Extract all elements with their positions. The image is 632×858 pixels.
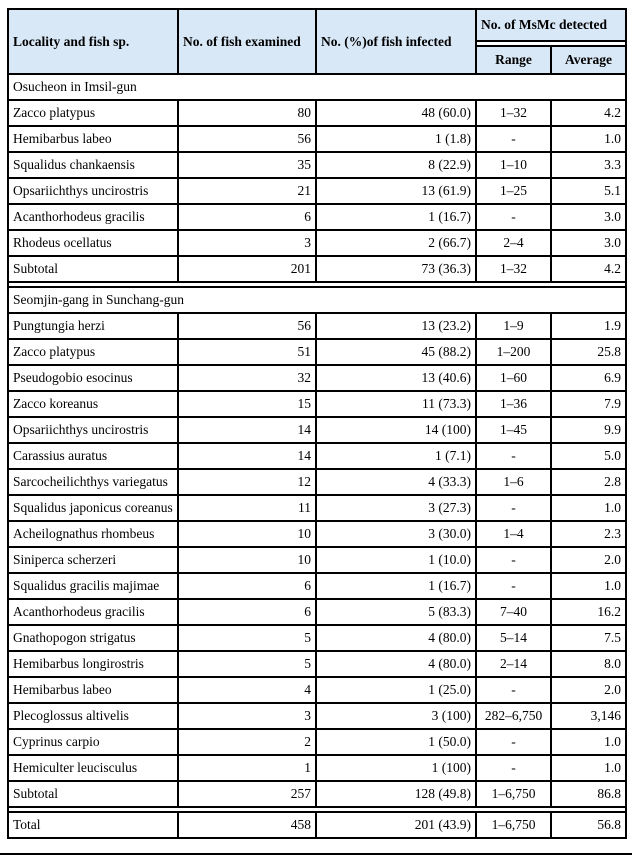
col-header-infected: No. (%)of fish infected xyxy=(316,9,476,74)
average-cell: 5.0 xyxy=(551,443,626,469)
species-row xyxy=(8,469,626,495)
range-cell: - xyxy=(476,495,551,521)
average-cell: 8.0 xyxy=(551,651,626,677)
section-title: Seomjin-gang in Sunchang-gun xyxy=(8,287,626,313)
examined-cell: 2 xyxy=(178,729,316,755)
examined-cell: 15 xyxy=(178,391,316,417)
range-cell: 1–10 xyxy=(476,152,551,178)
average-cell: 1.0 xyxy=(551,126,626,152)
range-cell: - xyxy=(476,677,551,703)
infected-cell: 48 (60.0) xyxy=(316,100,476,126)
species-row xyxy=(8,230,626,256)
col-header-range: Range xyxy=(476,46,551,74)
infected-cell: 4 (80.0) xyxy=(316,651,476,677)
range-cell: - xyxy=(476,443,551,469)
species-cell: Opsariichthys uncirostris xyxy=(8,417,178,443)
average-cell: 1.0 xyxy=(551,755,626,781)
average-cell: 6.9 xyxy=(551,365,626,391)
species-cell: Hemibarbus labeo xyxy=(8,677,178,703)
average-cell: 25.8 xyxy=(551,339,626,365)
infected-cell: 201 (43.9) xyxy=(316,812,476,838)
infected-cell: 3 (100) xyxy=(316,703,476,729)
range-cell: 1–6 xyxy=(476,469,551,495)
species-cell: Gnathopogon strigatus xyxy=(8,625,178,651)
examined-cell: 10 xyxy=(178,521,316,547)
average-cell: 86.8 xyxy=(551,781,626,807)
average-cell: 2.3 xyxy=(551,521,626,547)
species-cell: Hemibarbus labeo xyxy=(8,126,178,152)
species-row xyxy=(8,521,626,547)
infected-cell: 1 (16.7) xyxy=(316,573,476,599)
examined-cell: 6 xyxy=(178,573,316,599)
average-cell: 2.8 xyxy=(551,469,626,495)
infected-cell: 11 (73.3) xyxy=(316,391,476,417)
col-header-msmc-group: No. of MsMc detected xyxy=(476,9,626,41)
average-cell: 1.0 xyxy=(551,573,626,599)
species-cell: Total xyxy=(8,812,178,838)
species-cell: Cyprinus carpio xyxy=(8,729,178,755)
examined-cell: 3 xyxy=(178,703,316,729)
average-cell: 3.0 xyxy=(551,230,626,256)
table-body xyxy=(8,74,626,838)
section-title: Osucheon in Imsil-gun xyxy=(8,74,626,100)
species-cell: Subtotal xyxy=(8,256,178,282)
average-cell: 3,146 xyxy=(551,703,626,729)
average-cell: 1.0 xyxy=(551,495,626,521)
examined-cell: 14 xyxy=(178,417,316,443)
infected-cell: 13 (61.9) xyxy=(316,178,476,204)
total-row xyxy=(8,812,626,838)
infected-cell: 1 (10.0) xyxy=(316,547,476,573)
species-cell: Hemibarbus longirostris xyxy=(8,651,178,677)
range-cell: - xyxy=(476,547,551,573)
species-cell: Rhodeus ocellatus xyxy=(8,230,178,256)
species-cell: Carassius auratus xyxy=(8,443,178,469)
species-cell: Squalidus gracilis majimae xyxy=(8,573,178,599)
examined-cell: 56 xyxy=(178,126,316,152)
infected-cell: 8 (22.9) xyxy=(316,152,476,178)
range-cell: 1–6,750 xyxy=(476,812,551,838)
range-cell: - xyxy=(476,573,551,599)
species-cell: Hemiculter leucisculus xyxy=(8,755,178,781)
infected-cell: 4 (33.3) xyxy=(316,469,476,495)
species-cell: Squalidus chankaensis xyxy=(8,152,178,178)
species-cell: Zacco koreanus xyxy=(8,391,178,417)
range-cell: - xyxy=(476,729,551,755)
species-cell: Opsariichthys uncirostris xyxy=(8,178,178,204)
species-row xyxy=(8,729,626,755)
average-cell: 7.5 xyxy=(551,625,626,651)
species-row xyxy=(8,313,626,339)
col-header-average: Average xyxy=(551,46,626,74)
infected-cell: 13 (40.6) xyxy=(316,365,476,391)
species-cell: Siniperca scherzeri xyxy=(8,547,178,573)
species-row xyxy=(8,339,626,365)
species-row xyxy=(8,677,626,703)
infected-cell: 45 (88.2) xyxy=(316,339,476,365)
range-cell: 1–9 xyxy=(476,313,551,339)
species-cell: Plecoglossus altivelis xyxy=(8,703,178,729)
species-row xyxy=(8,755,626,781)
examined-cell: 80 xyxy=(178,100,316,126)
range-cell: 2–14 xyxy=(476,651,551,677)
infected-cell: 1 (16.7) xyxy=(316,204,476,230)
examined-cell: 4 xyxy=(178,677,316,703)
species-row xyxy=(8,391,626,417)
species-row xyxy=(8,599,626,625)
species-row xyxy=(8,365,626,391)
infected-cell: 14 (100) xyxy=(316,417,476,443)
average-cell: 9.9 xyxy=(551,417,626,443)
examined-cell: 6 xyxy=(178,599,316,625)
examined-cell: 56 xyxy=(178,313,316,339)
species-cell: Sarcocheilichthys variegatus xyxy=(8,469,178,495)
average-cell: 2.0 xyxy=(551,677,626,703)
species-row xyxy=(8,651,626,677)
examined-cell: 11 xyxy=(178,495,316,521)
species-row xyxy=(8,152,626,178)
examined-cell: 35 xyxy=(178,152,316,178)
subtotal-row xyxy=(8,781,626,807)
species-row xyxy=(8,495,626,521)
species-row xyxy=(8,204,626,230)
range-cell: 1–4 xyxy=(476,521,551,547)
species-cell: Squalidus japonicus coreanus xyxy=(8,495,178,521)
species-row xyxy=(8,126,626,152)
species-row xyxy=(8,703,626,729)
range-cell: 5–14 xyxy=(476,625,551,651)
examined-cell: 5 xyxy=(178,625,316,651)
average-cell: 4.2 xyxy=(551,256,626,282)
range-cell: 1–25 xyxy=(476,178,551,204)
species-cell: Acanthorhodeus gracilis xyxy=(8,599,178,625)
infected-cell: 3 (30.0) xyxy=(316,521,476,547)
section-row xyxy=(8,287,626,313)
infected-cell: 1 (7.1) xyxy=(316,443,476,469)
examined-cell: 201 xyxy=(178,256,316,282)
range-cell: 282–6,750 xyxy=(476,703,551,729)
infected-cell: 13 (23.2) xyxy=(316,313,476,339)
range-cell: 1–36 xyxy=(476,391,551,417)
page-bottom-rule xyxy=(0,853,632,855)
infected-cell: 5 (83.3) xyxy=(316,599,476,625)
infected-cell: 2 (66.7) xyxy=(316,230,476,256)
average-cell: 16.2 xyxy=(551,599,626,625)
average-cell: 7.9 xyxy=(551,391,626,417)
range-cell: 7–40 xyxy=(476,599,551,625)
infected-cell: 1 (25.0) xyxy=(316,677,476,703)
examined-cell: 5 xyxy=(178,651,316,677)
infected-cell: 4 (80.0) xyxy=(316,625,476,651)
range-cell: 1–200 xyxy=(476,339,551,365)
average-cell: 2.0 xyxy=(551,547,626,573)
examined-cell: 1 xyxy=(178,755,316,781)
infected-cell: 1 (50.0) xyxy=(316,729,476,755)
examined-cell: 3 xyxy=(178,230,316,256)
range-cell: 1–6,750 xyxy=(476,781,551,807)
average-cell: 56.8 xyxy=(551,812,626,838)
average-cell: 4.2 xyxy=(551,100,626,126)
examined-cell: 12 xyxy=(178,469,316,495)
range-cell: 1–60 xyxy=(476,365,551,391)
examined-cell: 32 xyxy=(178,365,316,391)
fish-infection-table xyxy=(7,8,627,839)
examined-cell: 257 xyxy=(178,781,316,807)
subtotal-row xyxy=(8,256,626,282)
examined-cell: 14 xyxy=(178,443,316,469)
range-cell: 1–45 xyxy=(476,417,551,443)
species-cell: Pseudogobio esocinus xyxy=(8,365,178,391)
range-cell: - xyxy=(476,204,551,230)
col-header-locality: Locality and fish sp. xyxy=(8,9,178,74)
average-cell: 5.1 xyxy=(551,178,626,204)
species-cell: Acanthorhodeus gracilis xyxy=(8,204,178,230)
examined-cell: 458 xyxy=(178,812,316,838)
range-cell: - xyxy=(476,126,551,152)
range-cell: 2–4 xyxy=(476,230,551,256)
infected-cell: 1 (100) xyxy=(316,755,476,781)
species-row xyxy=(8,417,626,443)
examined-cell: 10 xyxy=(178,547,316,573)
examined-cell: 21 xyxy=(178,178,316,204)
species-row xyxy=(8,547,626,573)
species-row xyxy=(8,625,626,651)
range-cell: 1–32 xyxy=(476,256,551,282)
range-cell: - xyxy=(476,755,551,781)
species-cell: Zacco platypus xyxy=(8,339,178,365)
infected-cell: 1 (1.8) xyxy=(316,126,476,152)
range-cell: 1–32 xyxy=(476,100,551,126)
infected-cell: 73 (36.3) xyxy=(316,256,476,282)
species-row xyxy=(8,100,626,126)
examined-cell: 51 xyxy=(178,339,316,365)
average-cell: 1.9 xyxy=(551,313,626,339)
infected-cell: 3 (27.3) xyxy=(316,495,476,521)
species-cell: Acheilognathus rhombeus xyxy=(8,521,178,547)
species-row xyxy=(8,573,626,599)
species-cell: Subtotal xyxy=(8,781,178,807)
species-cell: Pungtungia herzi xyxy=(8,313,178,339)
average-cell: 3.0 xyxy=(551,204,626,230)
col-header-examined: No. of fish examined xyxy=(178,9,316,74)
species-cell: Zacco platypus xyxy=(8,100,178,126)
species-row xyxy=(8,178,626,204)
section-row xyxy=(8,74,626,100)
infected-cell: 128 (49.8) xyxy=(316,781,476,807)
average-cell: 1.0 xyxy=(551,729,626,755)
species-row xyxy=(8,443,626,469)
average-cell: 3.3 xyxy=(551,152,626,178)
examined-cell: 6 xyxy=(178,204,316,230)
table-header xyxy=(8,9,626,74)
